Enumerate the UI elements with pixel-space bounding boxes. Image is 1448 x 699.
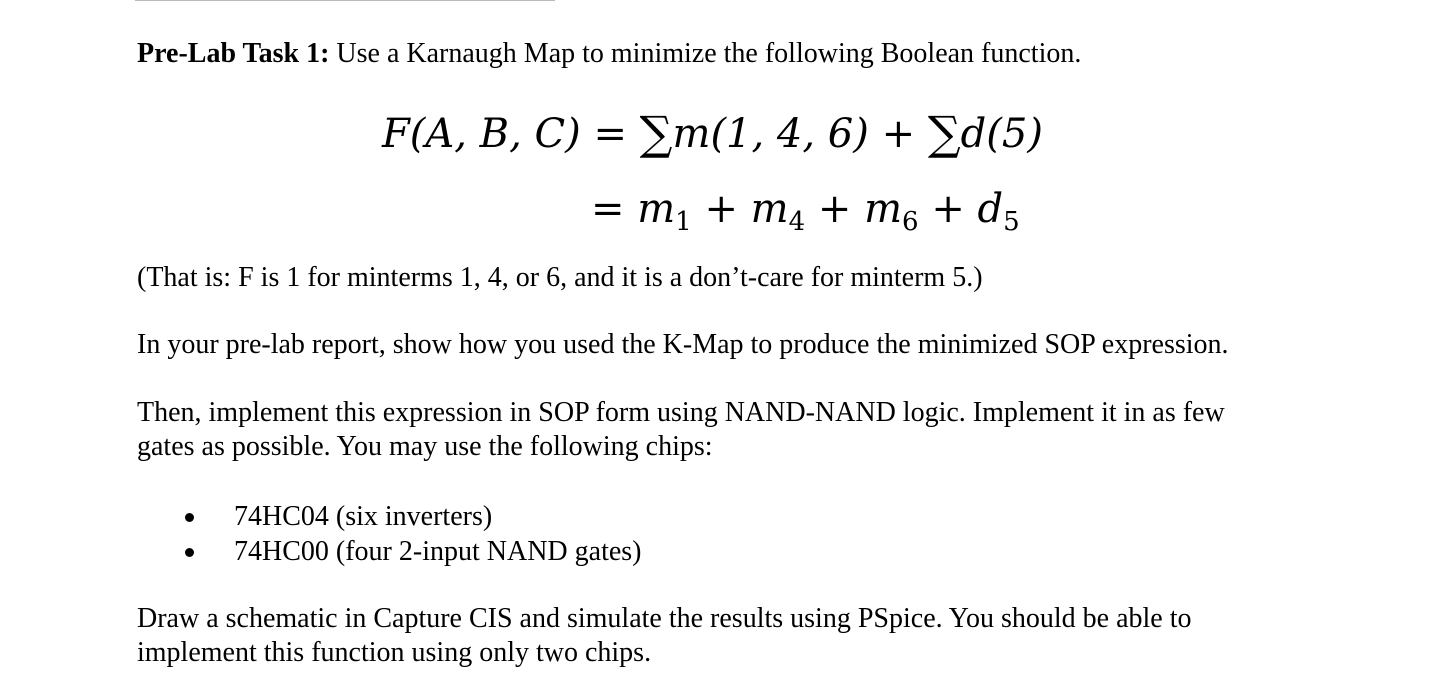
- implement-line-1: Then, implement this expression in SOP form using NAND-NAND logic. Implement it in as few: [137, 397, 1225, 428]
- minterm-note: (That is: F is 1 for minterms 1, 4, or 6, and it is a don’t-care for minterm 5.): [137, 262, 983, 293]
- bullet-icon: [185, 548, 194, 557]
- function-lhs: F(A, B, C): [382, 111, 581, 157]
- schematic-instruction: [137, 602, 1192, 670]
- plus-sign-1: +: [704, 186, 738, 232]
- schematic-line-1: Draw a schematic in Capture CIS and simulate the results using PSpice. You should be able to: [137, 603, 1192, 634]
- minterm-list: m(1, 4, 6): [672, 111, 869, 157]
- list-item: [182, 534, 642, 569]
- minterm-m4: m: [750, 186, 789, 232]
- task-heading: [137, 37, 1081, 71]
- equation-line-1: [382, 106, 1043, 159]
- dontcare-list: d(5): [960, 111, 1043, 157]
- list-item: [182, 499, 642, 534]
- equation-line-2: [591, 184, 1020, 237]
- plus-sign-2: +: [817, 186, 852, 232]
- dontcare-d5: d: [977, 186, 1004, 232]
- summation-symbol: ∑: [639, 106, 673, 160]
- chip-list: [182, 499, 642, 569]
- equals-sign: =: [593, 111, 627, 157]
- implement-line-2: gates as possible. You may use the following chips:: [137, 431, 713, 462]
- chip-74hc04: 74HC04 (six inverters): [234, 501, 493, 532]
- implement-instruction: [137, 396, 1225, 464]
- minterm-m4-index: 4: [788, 207, 806, 237]
- bullet-icon: [185, 513, 194, 522]
- minterm-m1: m: [637, 186, 676, 232]
- schematic-line-2: implement this function using only two chips.: [137, 637, 652, 668]
- summation-symbol-dc: ∑: [927, 106, 961, 160]
- task-instruction: Use a Karnaugh Map to minimize the following Boolean function.: [329, 38, 1082, 69]
- plus-sign-3: +: [931, 186, 965, 232]
- equals-sign-2: =: [591, 186, 625, 232]
- dontcare-d5-index: 5: [1003, 207, 1020, 237]
- plus-sign: +: [881, 111, 916, 157]
- report-instruction: In your pre-lab report, show how you used the K-Map to produce the minimized SOP expression.: [137, 329, 1229, 360]
- chip-74hc00: 74HC00 (four 2-input NAND gates): [234, 536, 642, 567]
- minterm-m6-index: 6: [902, 207, 919, 237]
- task-label: Pre-Lab Task 1:: [137, 38, 330, 69]
- clipped-text-fragment: [135, 0, 555, 3]
- minterm-m1-index: 1: [675, 207, 692, 237]
- minterm-m6: m: [864, 186, 903, 232]
